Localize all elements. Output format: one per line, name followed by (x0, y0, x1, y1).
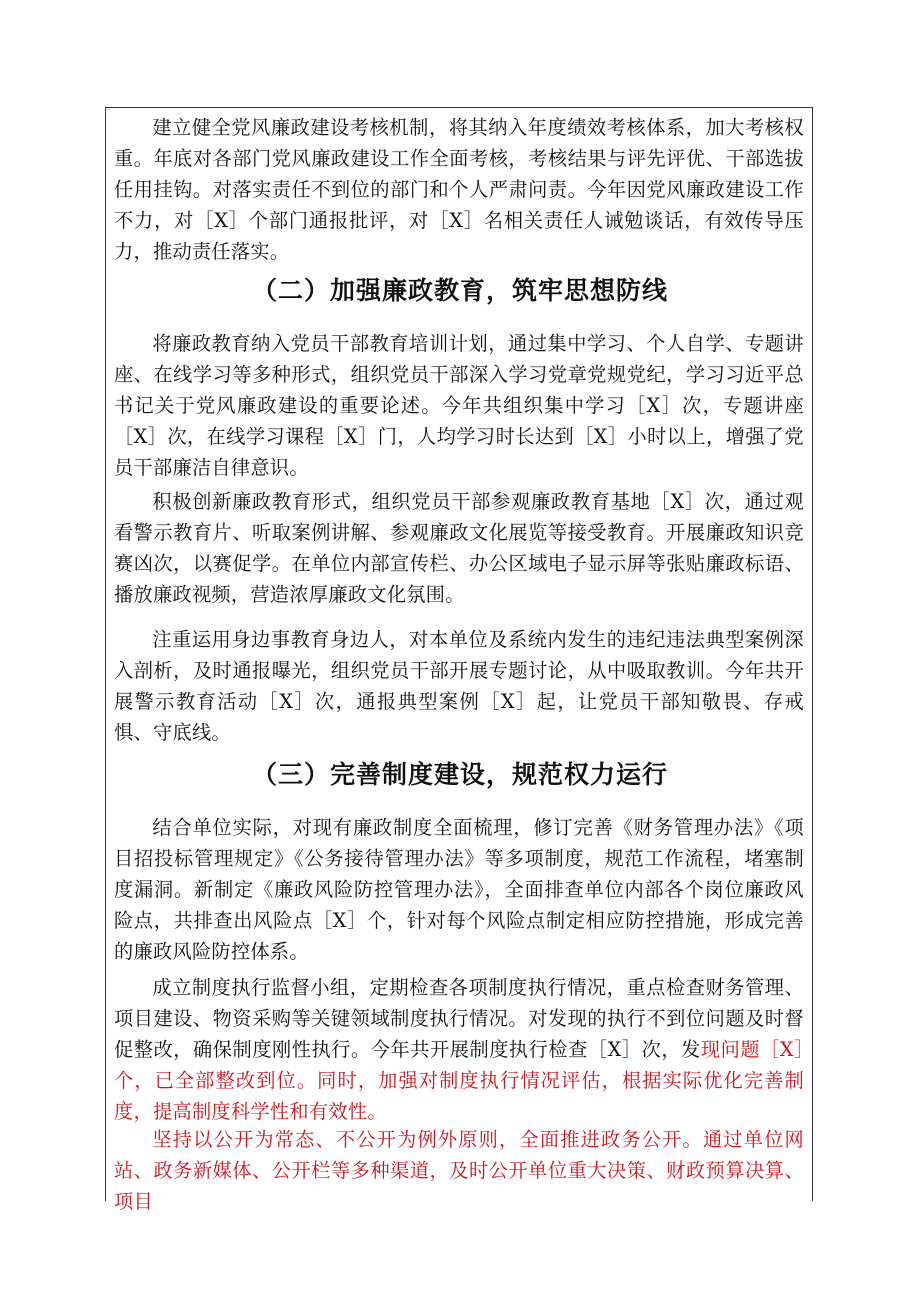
supervision-text: 成立制度执行监督小组，定期检查各项制度执行情况，重点检查财务管理、项目建设、物资采购等关键领域制度执行情况。对发现的执行不到位问题及时督促整改，确保制度刚性执行。今年共开展制度执行检查［X］次，发 (114, 976, 804, 1061)
paragraph-education-forms: 积极创新廉政教育形式，组织党员干部参观廉政教育基地［X］次，通过观看警示教育片、听取案例讲解、参观廉政文化展览等接受教育。开展廉政知识竞赛凶次，以赛促学。在单位内部宣传栏、办公区域电子显示屏等张贴廉政标语、播放廉政视频，营造浓厚廉政文化氛围。 (114, 490, 804, 606)
section-heading-3: （三）完善制度建设，规范权力运行 (251, 760, 668, 789)
paragraph-system-building: 结合单位实际，对现有廉政制度全面梳理，修订完善《财务管理办法》《项目招投标管理规定》《公务接待管理办法》等多项制度，规范工作流程，堵塞制度漏洞。新制定《廉政风险防控管理办法》，全面排查单位内部各个岗位廉政风险点，共排查出风险点［X］个，针对每个风险点制定相应防控措施，形成完善的廉政风险防控体系。 (114, 816, 804, 963)
paragraph-disclosure: 坚持以公开为常态、不公开为例外原则，全面推进政务公开。通过单位网站、政务新媒体、公开栏等多种渠道，及时公开单位重大决策、财政预算决算、项目 (114, 1128, 804, 1213)
supervision-text-highlight: 现问题［X］个，已全部整改到位。同时，加强对制度执行情况评估，根据实际优化完善制度，提高制度科学性和有效性。 (114, 1038, 804, 1123)
paragraph-assessment: 建立健全党风廉政建设考核机制，将其纳入年度绩效考核体系，加大考核权重。年底对各部门党风廉政建设工作全面考核，考核结果与评先评优、干部选拔任用挂钩。对落实责任不到位的部门和个人严肃问责。今年因党风廉政建设工作不力，对［X］个部门通报批评，对［X］名相关责任人诫勉谈话，有效传导压力，推动责任落实。 (114, 116, 804, 263)
paragraph-warning-education: 注重运用身边事教育身边人，对本单位及系统内发生的违纪违法典型案例深入剖析，及时通报曝光，组织党员干部开展专题讨论，从中吸取教训。今年共开展警示教育活动［X］次，通报典型案例［X］起，让党员干部知敬畏、存戒惧、守底线。 (114, 628, 804, 744)
paragraph-supervision (114, 972, 804, 1127)
document-frame (105, 107, 813, 1213)
paragraph-education: 将廉政教育纳入党员干部教育培训计划，通过集中学习、个人自学、专题讲座、在线学习等多种形式，组织党员干部深入学习党章党规党纪，学习习近平总书记关于党风廉政建设的重要论述。今年共组织集中学习［X］次，专题讲座［X］次，在线学习课程［X］门，人均学习时长达到［X］小时以上，增强了党员干部廉洁自律意识。 (114, 332, 804, 479)
section-heading-2: （二）加强廉政教育，筑牢思想防线 (251, 276, 668, 305)
